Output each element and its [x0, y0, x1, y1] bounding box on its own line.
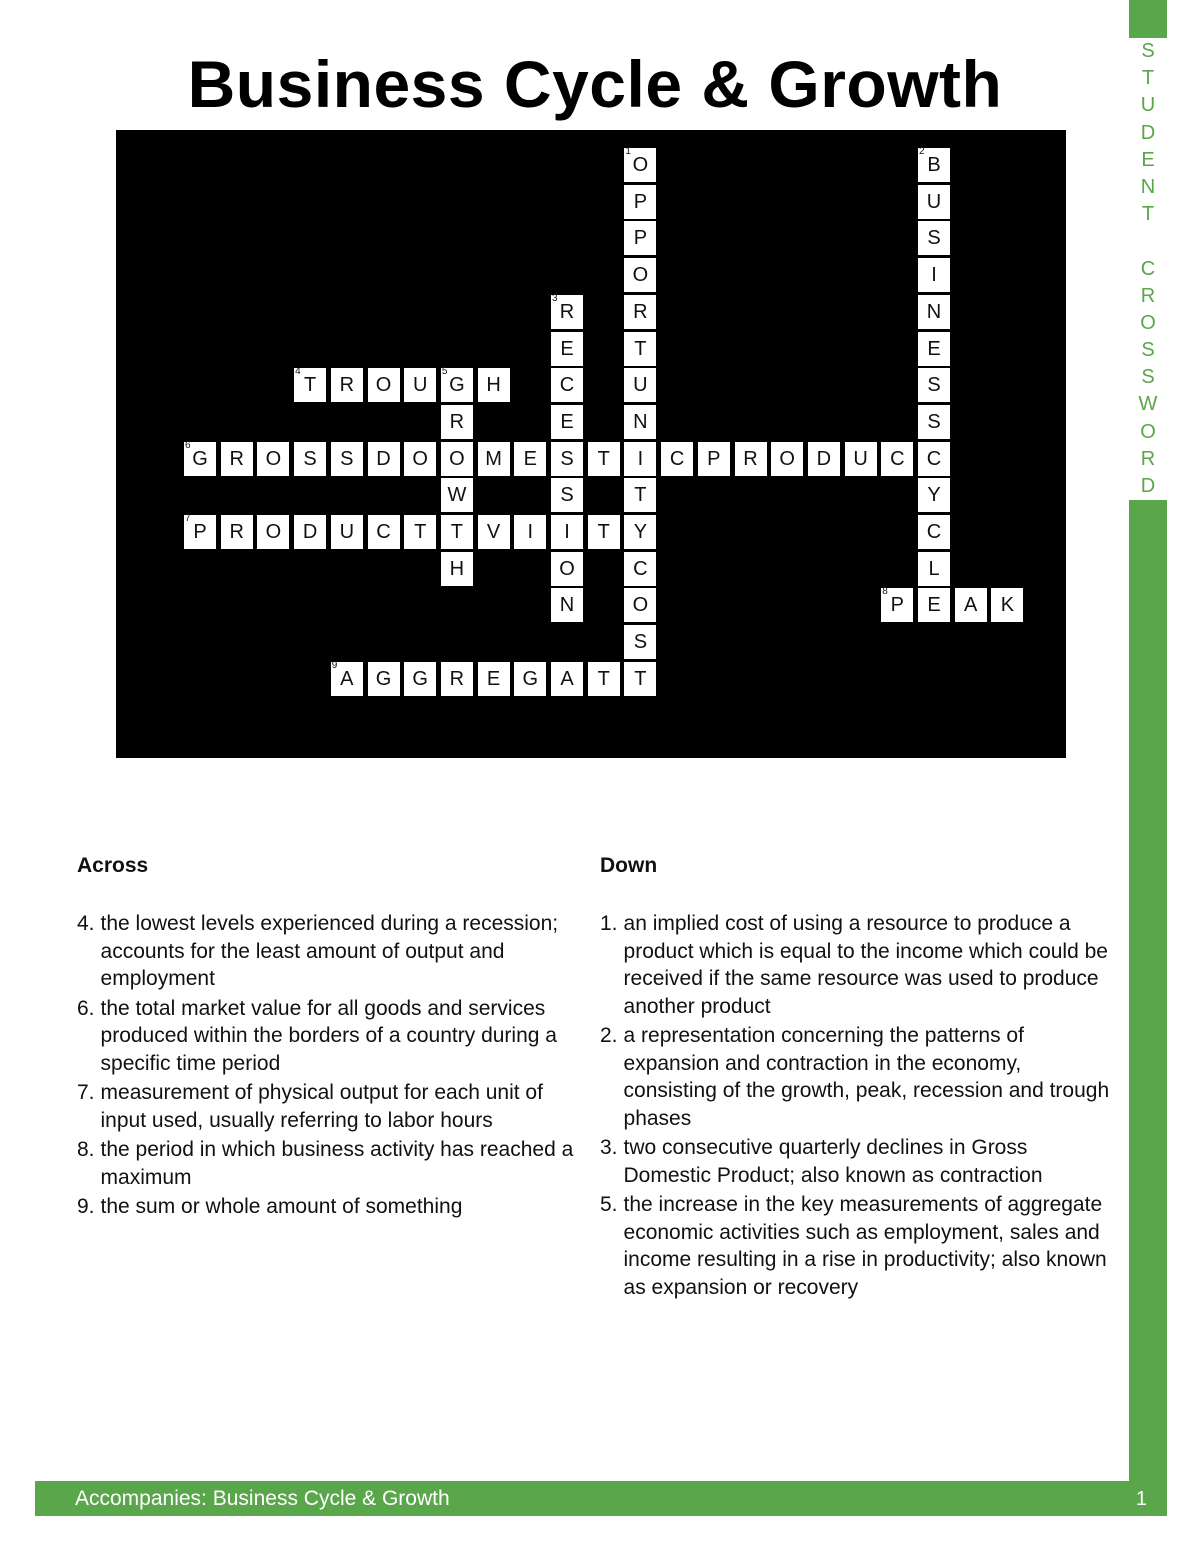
cell-letter: U	[339, 521, 355, 543]
cell-letter: N	[926, 300, 942, 323]
cell-letter: O	[632, 594, 649, 617]
cell-letter: U	[633, 374, 648, 397]
cell-letter: G	[412, 667, 428, 690]
clue-number: 9	[331, 659, 338, 671]
clue-number: 5	[441, 366, 448, 378]
page-number: 1	[1135, 1488, 1147, 1510]
cell-letter: I	[637, 447, 644, 470]
grid-cell[interactable]	[221, 515, 255, 549]
grid-cell[interactable]	[881, 442, 915, 476]
cell-letter: S	[927, 410, 941, 433]
clue-item-text: an implied cost of using a resource to produce a product which is equal to the income which could be received if the same resource was used to produce another product	[623, 912, 1108, 1018]
cell-letter: R	[449, 410, 465, 433]
cell-letter: I	[931, 264, 937, 287]
grid-cell[interactable]	[551, 515, 585, 549]
cell-letter: O	[375, 374, 392, 397]
cell-letter: O	[559, 557, 575, 580]
grid-cell[interactable]	[551, 368, 585, 402]
cell-letter: C	[926, 447, 942, 470]
cell-letter: I	[527, 521, 534, 543]
clue-item-text: the lowest levels experienced during a recession; accounts for the least amount of output and employment	[100, 912, 559, 990]
cell-letter: O	[779, 447, 795, 470]
grid-cell[interactable]	[551, 662, 585, 696]
cell-letter: O	[265, 521, 282, 543]
grid-cell[interactable]	[955, 588, 989, 622]
cell-letter: E	[560, 337, 574, 360]
cell-letter: N	[559, 594, 575, 617]
grid-cell[interactable]	[771, 442, 805, 476]
grid-cell[interactable]	[257, 515, 291, 549]
down-clues	[600, 852, 1110, 1303]
grid-cell[interactable]	[918, 221, 952, 255]
cell-letter: S	[927, 374, 941, 397]
cell-letter: T	[303, 374, 317, 397]
grid-cell[interactable]	[845, 442, 879, 476]
grid-cell[interactable]	[624, 405, 658, 439]
grid-cell[interactable]	[441, 442, 475, 476]
grid-cell[interactable]	[918, 478, 952, 512]
grid-cell[interactable]	[514, 442, 548, 476]
grid-cell[interactable]	[184, 515, 218, 549]
cell-letter: A	[964, 594, 978, 617]
cell-letter: I	[564, 521, 570, 543]
cell-letter: P	[707, 447, 721, 470]
cell-letter: U	[926, 190, 942, 213]
grid-cell[interactable]	[294, 442, 328, 476]
grid-cell[interactable]	[624, 552, 658, 586]
across-clues	[77, 852, 577, 1223]
cell-letter: R	[633, 300, 648, 323]
grid-cell[interactable]	[514, 662, 548, 696]
cell-letter: O	[632, 264, 649, 287]
grid-cell[interactable]	[551, 332, 585, 366]
cell-letter: E	[523, 447, 537, 470]
cell-letter: U	[853, 447, 868, 470]
grid-cell[interactable]	[918, 332, 952, 366]
grid-cell[interactable]	[551, 292, 585, 329]
cell-letter: T	[414, 521, 427, 543]
cell-letter: G	[449, 374, 465, 397]
grid-cell[interactable]	[404, 442, 438, 476]
cell-letter: R	[449, 667, 465, 690]
cell-letter: C	[559, 374, 575, 397]
cell-letter: C	[633, 557, 648, 580]
grid-cell[interactable]	[991, 588, 1025, 622]
cell-letter: E	[560, 410, 574, 433]
grid-cell[interactable]	[918, 258, 952, 292]
cell-letter: O	[265, 447, 282, 470]
grid-cell[interactable]	[441, 368, 475, 402]
grid-cell[interactable]	[624, 588, 658, 622]
grid-cell[interactable]	[918, 405, 952, 439]
cell-letter: E	[486, 667, 501, 690]
down-clue-list	[600, 910, 1110, 1301]
grid-cell[interactable]	[441, 478, 475, 512]
clue-item-number: 1.	[600, 912, 618, 935]
cell-letter: T	[634, 667, 647, 690]
grid-cell[interactable]	[551, 478, 585, 512]
grid-cell[interactable]	[881, 588, 915, 622]
grid-cell[interactable]	[331, 368, 365, 402]
grid-cell[interactable]	[918, 588, 952, 622]
cell-letter: U	[412, 374, 428, 397]
clue-item	[77, 995, 577, 1078]
sidebar-label: S T U D E N T C R O S S W O R D	[1129, 38, 1167, 500]
cell-letter: S	[303, 447, 317, 470]
cell-letter: G	[375, 667, 392, 690]
grid-cell[interactable]	[294, 368, 328, 402]
grid-cell[interactable]	[918, 368, 952, 402]
grid-cell[interactable]	[404, 368, 438, 402]
clue-number: 7	[185, 513, 191, 524]
cell-letter: D	[816, 447, 832, 470]
grid-cell[interactable]	[588, 442, 622, 476]
grid-cell[interactable]	[551, 405, 585, 439]
cell-letter: L	[928, 557, 940, 580]
cell-letter: T	[450, 521, 463, 543]
cell-letter: N	[633, 410, 648, 433]
cell-letter: R	[229, 447, 244, 470]
clue-item-text: a representation concerning the patterns of expansion and contraction in the economy, consisting of the growth, peak, recession and trough phases	[623, 1024, 1110, 1130]
grid-cell[interactable]	[918, 442, 952, 476]
cell-letter: S	[927, 227, 941, 250]
grid-cell[interactable]	[624, 295, 658, 329]
page-title: Business Cycle & Growth	[187, 47, 1003, 121]
grid-cell[interactable]	[441, 515, 475, 549]
grid-cell[interactable]	[698, 442, 732, 476]
across-clue-list	[77, 910, 577, 1221]
clue-number: 8	[882, 586, 888, 598]
grid-cell[interactable]	[441, 552, 475, 586]
cell-letter: A	[560, 667, 574, 690]
clue-item-text: measurement of physical output for each unit of input used, usually referring to labor hours	[100, 1081, 543, 1132]
crossword-grid	[116, 130, 1066, 758]
cell-letter: A	[340, 667, 354, 690]
cell-letter: H	[449, 557, 465, 580]
grid-cell[interactable]	[551, 588, 585, 622]
grid-cell[interactable]	[478, 515, 512, 549]
clue-number: 1	[625, 146, 631, 157]
cell-letter: S	[560, 447, 574, 470]
cell-letter: P	[633, 190, 648, 213]
clue-item-number: 8.	[77, 1138, 95, 1161]
cell-letter: T	[597, 521, 610, 543]
grid-cell[interactable]	[331, 442, 365, 476]
grid-cell[interactable]	[918, 185, 952, 219]
cell-letter: S	[633, 631, 648, 654]
grid-cell[interactable]	[624, 442, 658, 476]
clue-item-text: two consecutive quarterly declines in Gross Domestic Product; also known as contraction	[623, 1136, 1043, 1187]
clue-item	[77, 910, 577, 993]
grid-cell[interactable]	[624, 515, 658, 549]
clue-number: 6	[185, 439, 191, 451]
cell-letter: M	[485, 447, 502, 470]
grid-cell[interactable]	[918, 552, 952, 586]
clue-item-text: the period in which business activity has reached a maximum	[100, 1138, 574, 1189]
cell-letter: V	[486, 521, 501, 543]
across-heading: Across	[77, 854, 149, 877]
clue-item-number: 2.	[600, 1024, 618, 1047]
cell-letter: T	[634, 484, 647, 507]
cell-letter: R	[743, 447, 758, 470]
cell-letter: K	[1000, 594, 1015, 617]
down-heading: Down	[600, 854, 658, 877]
cell-letter: O	[412, 447, 428, 470]
cell-letter: H	[486, 374, 501, 397]
grid-cell[interactable]	[441, 405, 475, 439]
clue-item	[600, 910, 1110, 1020]
clue-item-number: 9.	[77, 1195, 95, 1218]
cell-letter: B	[927, 154, 941, 176]
grid-cell[interactable]	[368, 442, 402, 476]
grid-cell[interactable]	[624, 662, 658, 696]
grid-cell[interactable]	[624, 221, 658, 255]
grid-cell[interactable]	[368, 662, 402, 696]
grid-cell[interactable]	[257, 442, 291, 476]
clue-number: 3	[552, 292, 558, 304]
cell-letter: Y	[927, 484, 941, 507]
grid-cell[interactable]	[551, 552, 585, 586]
clue-item-number: 5.	[600, 1193, 618, 1216]
clue-item-text: the sum or whole amount of something	[100, 1195, 463, 1218]
cell-letter: W	[447, 484, 467, 507]
grid-cell[interactable]	[221, 442, 255, 476]
grid-cell[interactable]	[918, 148, 952, 182]
cell-letter: D	[302, 521, 318, 543]
grid-cell[interactable]	[624, 185, 658, 219]
grid-cell[interactable]	[441, 662, 475, 696]
grid-cell[interactable]	[404, 515, 438, 549]
cell-letter: P	[193, 521, 207, 543]
cell-letter: E	[927, 337, 941, 360]
clue-item-text: the total market value for all goods and services produced within the borders of a country during a specific time period	[100, 996, 557, 1075]
cell-letter: R	[559, 300, 575, 323]
clue-number: 4	[295, 366, 301, 378]
grid-cell[interactable]	[918, 515, 952, 549]
cell-letter: R	[229, 521, 244, 543]
cell-letter: C	[669, 447, 685, 470]
grid-cell[interactable]	[624, 332, 658, 366]
cell-letter: R	[339, 374, 355, 397]
grid-cell[interactable]	[624, 368, 658, 402]
cell-letter: O	[632, 154, 649, 176]
grid-cell[interactable]	[478, 442, 512, 476]
grid-cell[interactable]	[808, 442, 842, 476]
grid-cell[interactable]	[624, 148, 658, 182]
grid-cell[interactable]	[404, 662, 438, 696]
cell-letter: T	[597, 447, 610, 470]
cell-letter: G	[522, 667, 539, 690]
grid-cell[interactable]	[478, 662, 512, 696]
clue-item	[600, 1022, 1110, 1132]
grid-cell[interactable]	[624, 625, 658, 659]
grid-cell[interactable]	[918, 295, 952, 329]
grid-cell[interactable]	[368, 515, 402, 549]
clue-item-number: 4.	[77, 912, 95, 935]
clue-item-number: 6.	[77, 996, 95, 1020]
clue-item	[600, 1134, 1110, 1189]
clue-item-number: 7.	[77, 1081, 95, 1104]
cell-letter: D	[376, 447, 391, 470]
cell-letter: C	[376, 521, 391, 543]
footer-bar	[35, 1481, 1167, 1516]
grid-cell[interactable]	[331, 659, 365, 696]
clue-item-text: the increase in the key measurements of aggregate economic activities such as employment, sales and income resulting in a rise in productivity; also known as expansion or recovery	[623, 1193, 1107, 1299]
grid-cell[interactable]	[588, 515, 622, 549]
cell-letter: T	[634, 337, 647, 360]
cell-letter: C	[890, 447, 905, 470]
cell-letter: C	[926, 521, 942, 543]
clue-item	[77, 1079, 577, 1134]
cell-letter: S	[560, 484, 574, 507]
grid-cell[interactable]	[661, 442, 695, 476]
grid-cell[interactable]	[184, 439, 218, 476]
clue-item	[77, 1136, 577, 1191]
grid-cell[interactable]	[551, 442, 585, 476]
clue-item-number: 3.	[600, 1136, 618, 1159]
grid-cell[interactable]	[588, 662, 622, 696]
cell-letter: E	[927, 594, 941, 617]
cell-letter: S	[340, 447, 354, 470]
cell-letter: P	[890, 594, 904, 617]
clue-item	[600, 1191, 1110, 1301]
clue-number: 2	[919, 146, 925, 157]
grid-cell[interactable]	[624, 478, 658, 512]
grid-cell[interactable]	[478, 368, 512, 402]
grid-cell[interactable]	[624, 258, 658, 292]
clue-item	[77, 1193, 577, 1221]
cell-letter: O	[449, 447, 465, 470]
cell-letter: T	[597, 667, 610, 690]
cell-letter: P	[633, 227, 648, 250]
grid-cell[interactable]	[294, 515, 328, 549]
grid-cell[interactable]	[735, 442, 769, 476]
cell-letter: Y	[633, 521, 648, 543]
grid-cell[interactable]	[331, 515, 365, 549]
grid-cell[interactable]	[514, 515, 548, 549]
footer-text: Accompanies: Business Cycle & Growth	[75, 1487, 450, 1510]
grid-cell[interactable]	[368, 368, 402, 402]
cell-letter: G	[192, 447, 208, 470]
